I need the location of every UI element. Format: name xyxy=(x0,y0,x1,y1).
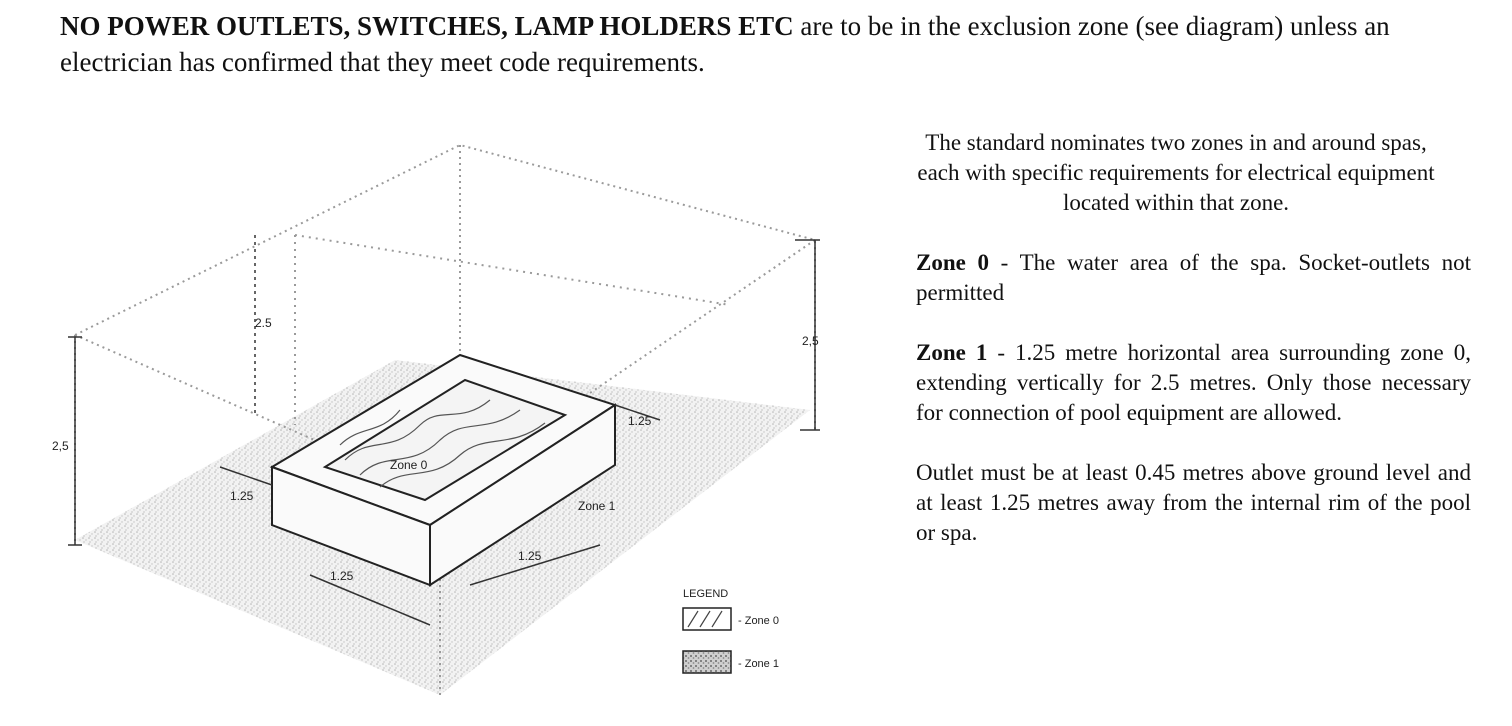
zone1-description: - 1.25 metre horizontal area surrounding zone 0, extending vertically for 2.5 metres. Only those necessary for connection of pool equipment are allowed. xyxy=(916,340,1472,425)
label-height-back: 2.5 xyxy=(255,316,272,330)
legend-zone1-label: - Zone 1 xyxy=(738,658,779,670)
spa-zone-diagram xyxy=(40,105,840,715)
label-width-back-right: 1.25 xyxy=(628,414,652,428)
intro-paragraph: The standard nominates two zones in and around spas, each with specific requirements for electrical equipment located within that zone. xyxy=(917,130,1435,215)
legend-zone0-label: - Zone 0 xyxy=(738,615,779,627)
notice-text: are to be in the exclusion zone (see diagram) unless an electrician has confirmed that they meet code requirements. xyxy=(60,11,1390,77)
label-width-front: 1.25 xyxy=(330,569,354,583)
label-height-left: 2,5 xyxy=(52,439,69,453)
zone1-paragraph xyxy=(916,338,1471,428)
zone1-heading: Zone 1 xyxy=(916,340,988,365)
exclusion-zone-notice xyxy=(60,8,1480,80)
label-zone0: Zone 0 xyxy=(390,458,428,472)
label-width-front-right: 1.25 xyxy=(518,549,542,563)
zone0-description: - The water area of the spa. Socket-outlets not permitted xyxy=(916,250,1471,305)
legend-zone1-swatch xyxy=(683,651,731,673)
zone0-heading: Zone 0 xyxy=(916,250,990,275)
legend-title: LEGEND xyxy=(683,588,729,600)
label-zone1: Zone 1 xyxy=(578,499,616,513)
zone0-paragraph xyxy=(916,248,1471,308)
label-height-right: 2,5 xyxy=(802,334,819,348)
notice-bold-text: NO POWER OUTLETS, SWITCHES, LAMP HOLDERS ETC xyxy=(60,11,794,41)
legend xyxy=(683,588,779,673)
label-width-left: 1.25 xyxy=(230,489,254,503)
zone-description xyxy=(916,128,1471,548)
outlet-paragraph: Outlet must be at least 0.45 metres above ground level and at least 1.25 metres away from the internal rim of the pool or spa. xyxy=(916,460,1471,545)
legend-zone0-swatch xyxy=(683,608,731,630)
